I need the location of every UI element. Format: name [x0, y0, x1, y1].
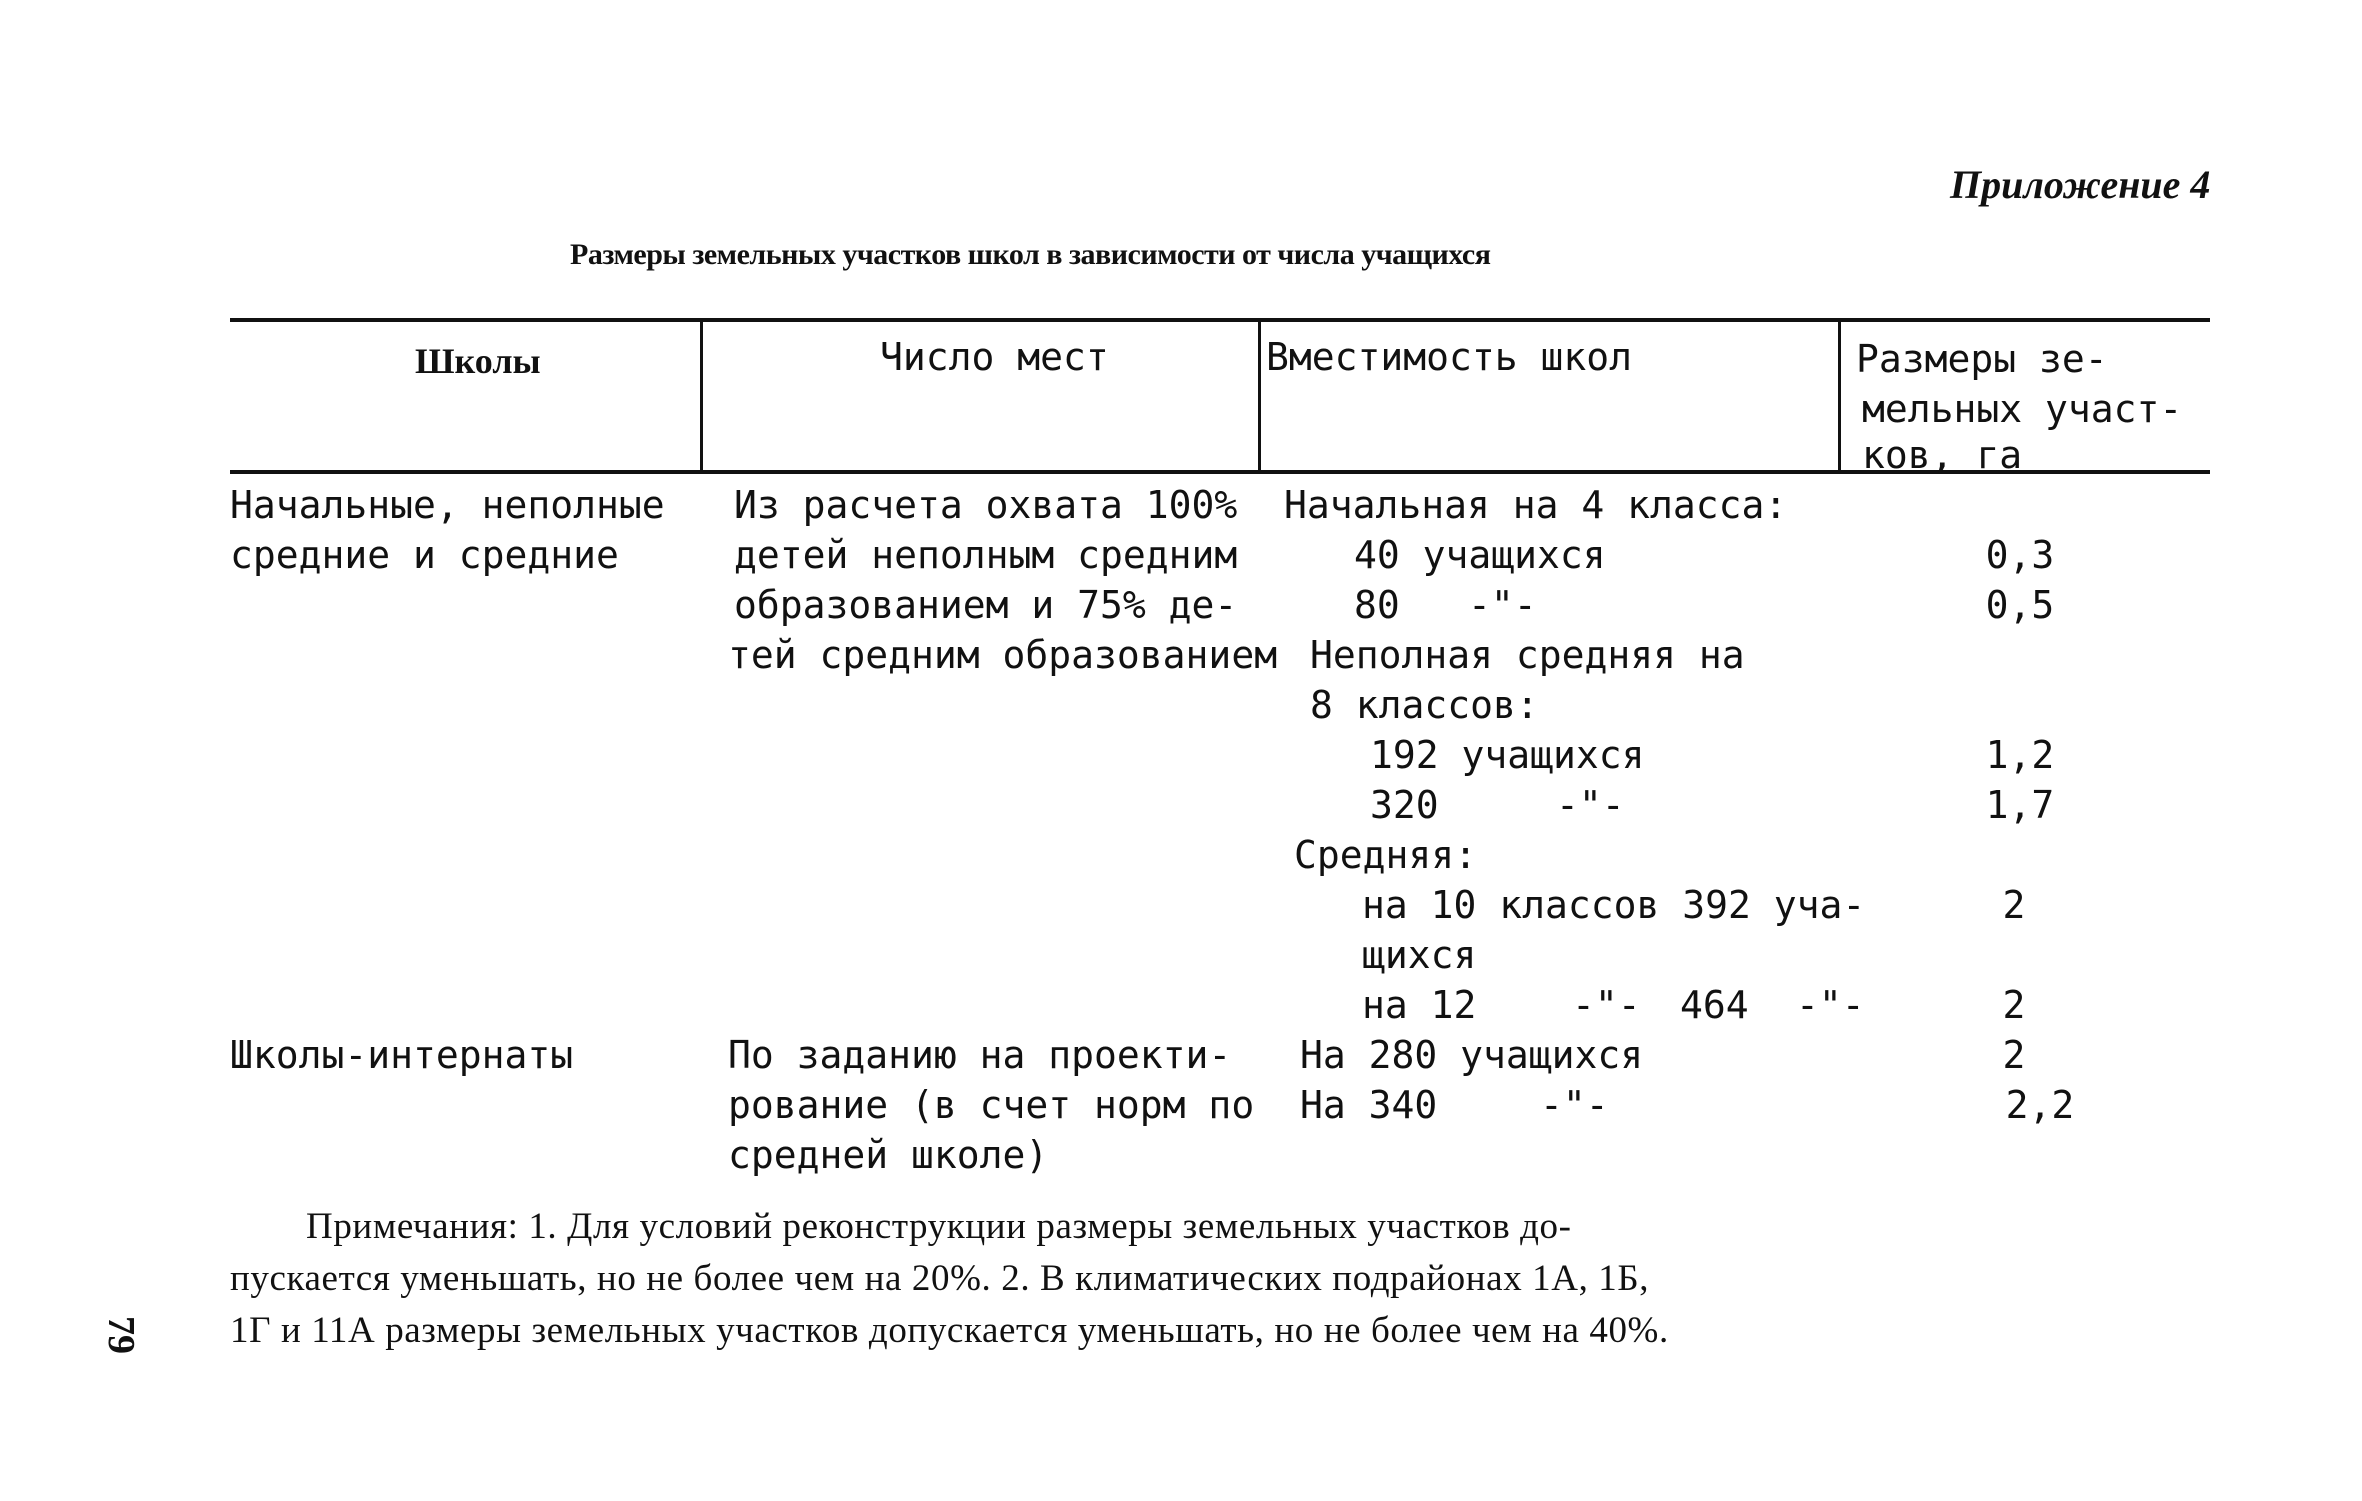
row1-size-6: 2 — [2002, 983, 2026, 1027]
row1-cap-s10-line1: на 10 классов 392 уча- — [1362, 883, 1866, 927]
row1-cap-i192: 192 учащихся — [1370, 733, 1645, 777]
row1-school-line2: средние и средние — [230, 533, 619, 577]
row1-cap-primary: Начальная на 4 класса: — [1284, 483, 1788, 527]
row2-school: Школы-интернаты — [230, 1033, 574, 1077]
header-size-line1: Размеры зе- — [1856, 337, 2108, 381]
row2-cap-340-ditto: -"- — [1540, 1083, 1609, 1127]
row2-places-line3: средней школе) — [728, 1133, 1049, 1177]
row1-places-line3: образованием и 75% де- — [734, 583, 1238, 627]
row1-cap-s12: на 12 — [1362, 983, 1477, 1027]
row1-cap-s10-line2: щихся — [1362, 933, 1477, 977]
header-size-line3: ков, га — [1862, 433, 2023, 477]
row2-cap-340-num: На 340 — [1300, 1083, 1438, 1127]
row2-cap-280: На 280 учащихся — [1300, 1033, 1644, 1077]
row1-size-3: 1,2 — [1985, 733, 2055, 777]
row1-cap-incomplete-line2: 8 классов: — [1310, 683, 1539, 727]
row1-size-1: 0,3 — [1985, 533, 2055, 577]
header-schools: Школы — [415, 341, 541, 381]
row2-size-2: 2,2 — [2005, 1083, 2075, 1127]
row1-places-line1: Из расчета охвата 100% — [734, 483, 1238, 527]
notes-line2: пускается уменьшать, но не более чем на 20%. 2. В климатических подрайонах 1А, 1Б, — [230, 1258, 1650, 1299]
row2-places-line1: По заданию на проекти- — [728, 1033, 1232, 1077]
row1-size-2: 0,5 — [1985, 583, 2055, 627]
row1-cap-p40: 40 учащихся — [1354, 533, 1606, 577]
page-number: 79 — [100, 1316, 142, 1354]
row1-cap-incomplete-line1: Неполная средняя на — [1310, 633, 1745, 677]
column-divider-3 — [1838, 320, 1841, 472]
header-places: Число мест — [880, 335, 1109, 379]
row1-cap-s12-ditto2: -"- — [1796, 983, 1865, 1027]
header-size-line2: мельных участ- — [1862, 387, 2183, 431]
row2-size-1: 2 — [2002, 1033, 2026, 1077]
row1-cap-i320-num: 320 — [1370, 783, 1439, 827]
row1-places-line4: тей средним образованием — [728, 633, 1278, 677]
row1-cap-p80-ditto: -"- — [1468, 583, 1537, 627]
appendix-label: Приложение 4 — [1950, 162, 2211, 207]
row1-school-line1: Начальные, неполные — [230, 483, 665, 527]
row1-cap-s12-ditto1: -"- — [1572, 983, 1641, 1027]
row1-cap-p80-num: 80 — [1354, 583, 1400, 627]
row2-places-line2: рование (в счет норм по — [728, 1083, 1255, 1127]
row1-size-4: 1,7 — [1985, 783, 2055, 827]
column-divider-1 — [700, 320, 703, 472]
row1-places-line2: детей неполным средним — [734, 533, 1238, 577]
notes-line1: Примечания: 1. Для условий реконструкции размеры земельных участков до- — [306, 1206, 1572, 1247]
row1-cap-s12-num: 464 — [1680, 983, 1749, 1027]
header-capacity: Вместимость школ — [1266, 335, 1633, 379]
row1-cap-i320-ditto: -"- — [1556, 783, 1625, 827]
row1-size-5: 2 — [2002, 883, 2026, 927]
row1-cap-secondary: Средняя: — [1294, 833, 1478, 877]
table-top-rule — [230, 318, 2210, 322]
column-divider-2 — [1258, 320, 1261, 472]
table-title: Размеры земельных участков школ в зависимости от числа учащихся — [570, 238, 1491, 271]
notes-line3: 1Г и 11А размеры земельных участков допускается уменьшать, но не более чем на 40%. — [230, 1310, 1669, 1351]
